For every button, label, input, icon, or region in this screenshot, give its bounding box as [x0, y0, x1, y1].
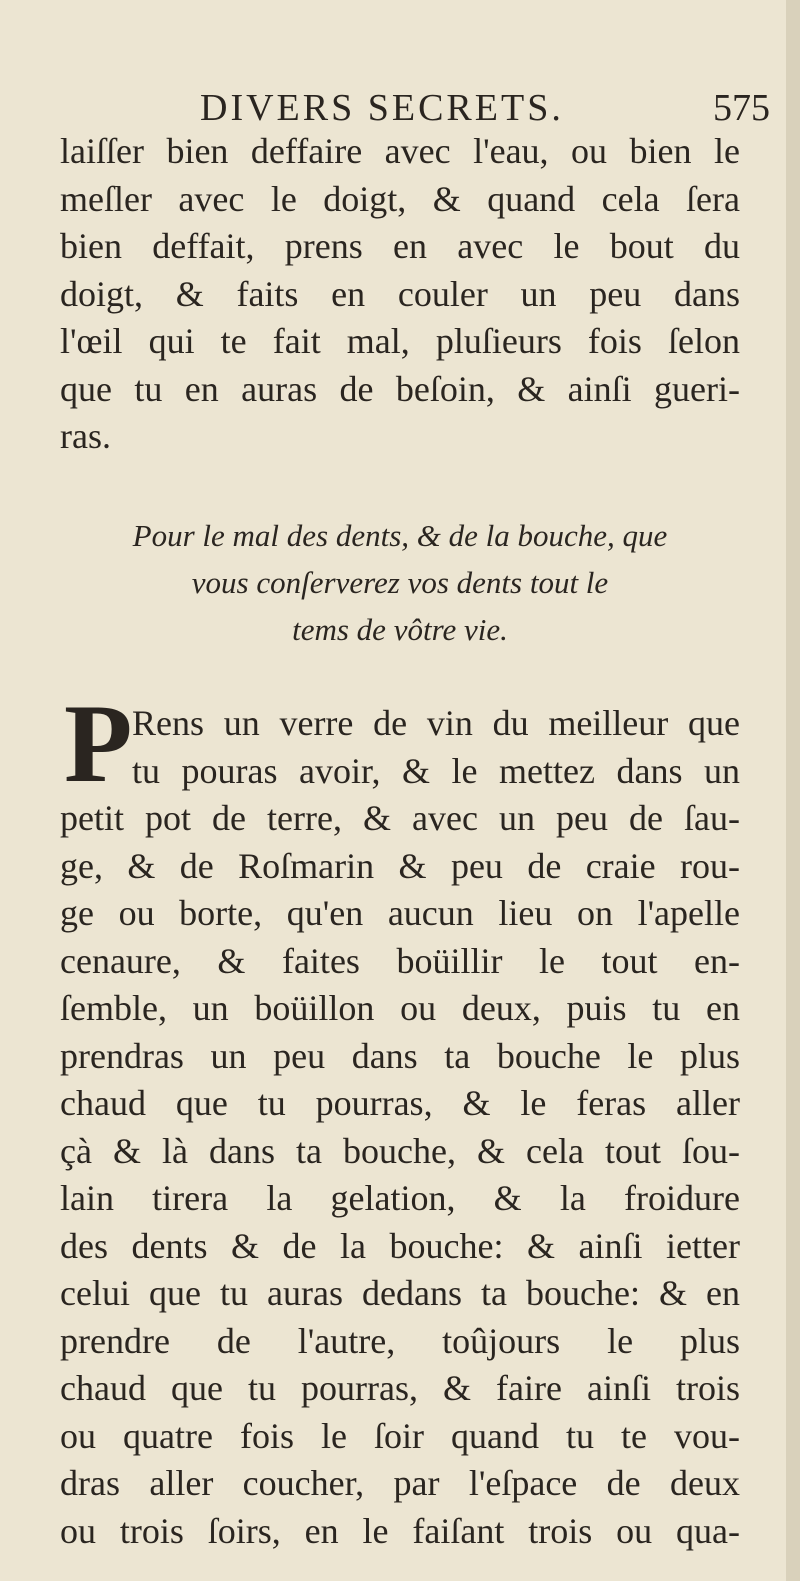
text-line: prendras un peu dans ta bouche le plus [60, 1035, 740, 1076]
text-line: l'œil qui te fait mal, pluſieurs fois ſelon [60, 321, 740, 361]
text-line: des dents & de la bouche: & ainſi ietter [60, 1225, 740, 1266]
text-line: ou trois ſoirs, en le faiſant trois ou qua- [60, 1510, 740, 1551]
running-head: DIVERS SECRETS. [200, 87, 564, 129]
text-line: meſler avec le doigt, & quand cela ſera [60, 178, 740, 219]
text-line: chaud que tu pourras, & le feras aller [60, 1083, 740, 1123]
text-line: doigt, & faits en couler un peu dans [60, 273, 740, 314]
text-line: ge ou borte, qu'en aucun lieu on l'apelle [60, 893, 740, 933]
text-line: dras aller coucher, par l'eſpace de deux [60, 1463, 740, 1503]
text-line: bien deffait, prens en avec le bout du [60, 226, 740, 266]
text-line: que tu en auras de beſoin, & ainſi gueri- [60, 368, 740, 409]
text-line: ras. [60, 416, 111, 456]
title-line: tems de vôtre vie. [292, 612, 508, 647]
text-line: tu pouras avoir, & le mettez dans un [132, 750, 740, 791]
text-line: laiſſer bien deffaire avec l'eau, ou bien le [60, 131, 740, 171]
text-line: cenaure, & faites boüillir le tout en- [60, 940, 740, 981]
text-line: celui que tu auras dedans ta bouche: & en [60, 1273, 740, 1313]
text-line: chaud que tu pourras, & faire ainſi trois [60, 1368, 740, 1408]
text-line: prendre de l'autre, toûjours le plus [60, 1320, 740, 1361]
text-line: ge, & de Roſmarin & peu de craie rou- [60, 845, 740, 886]
text-line: çà & là dans ta bouche, & cela tout ſou- [60, 1130, 740, 1171]
page-number: 575 [713, 87, 770, 129]
text-line: petit pot de terre, & avec un peu de ſau- [60, 798, 740, 838]
page-edge [786, 0, 800, 1581]
text-line: ou quatre fois le ſoir quand tu te vou- [60, 1415, 740, 1456]
text-line: Rens un verre de vin du meilleur que [132, 703, 740, 743]
text-line: ſemble, un boüillon ou deux, puis tu en [60, 988, 740, 1028]
drop-cap: P [64, 682, 133, 806]
title-line: vous conſerverez vos dents tout le [191, 565, 609, 600]
section-title [60, 512, 740, 653]
paragraph-2 [60, 700, 740, 1555]
title-line: Pour le mal des dents, & de la bouche, que [132, 518, 668, 553]
paragraph-1 [60, 128, 740, 461]
text-line: lain tirera la gelation, & la froidure [60, 1178, 740, 1218]
